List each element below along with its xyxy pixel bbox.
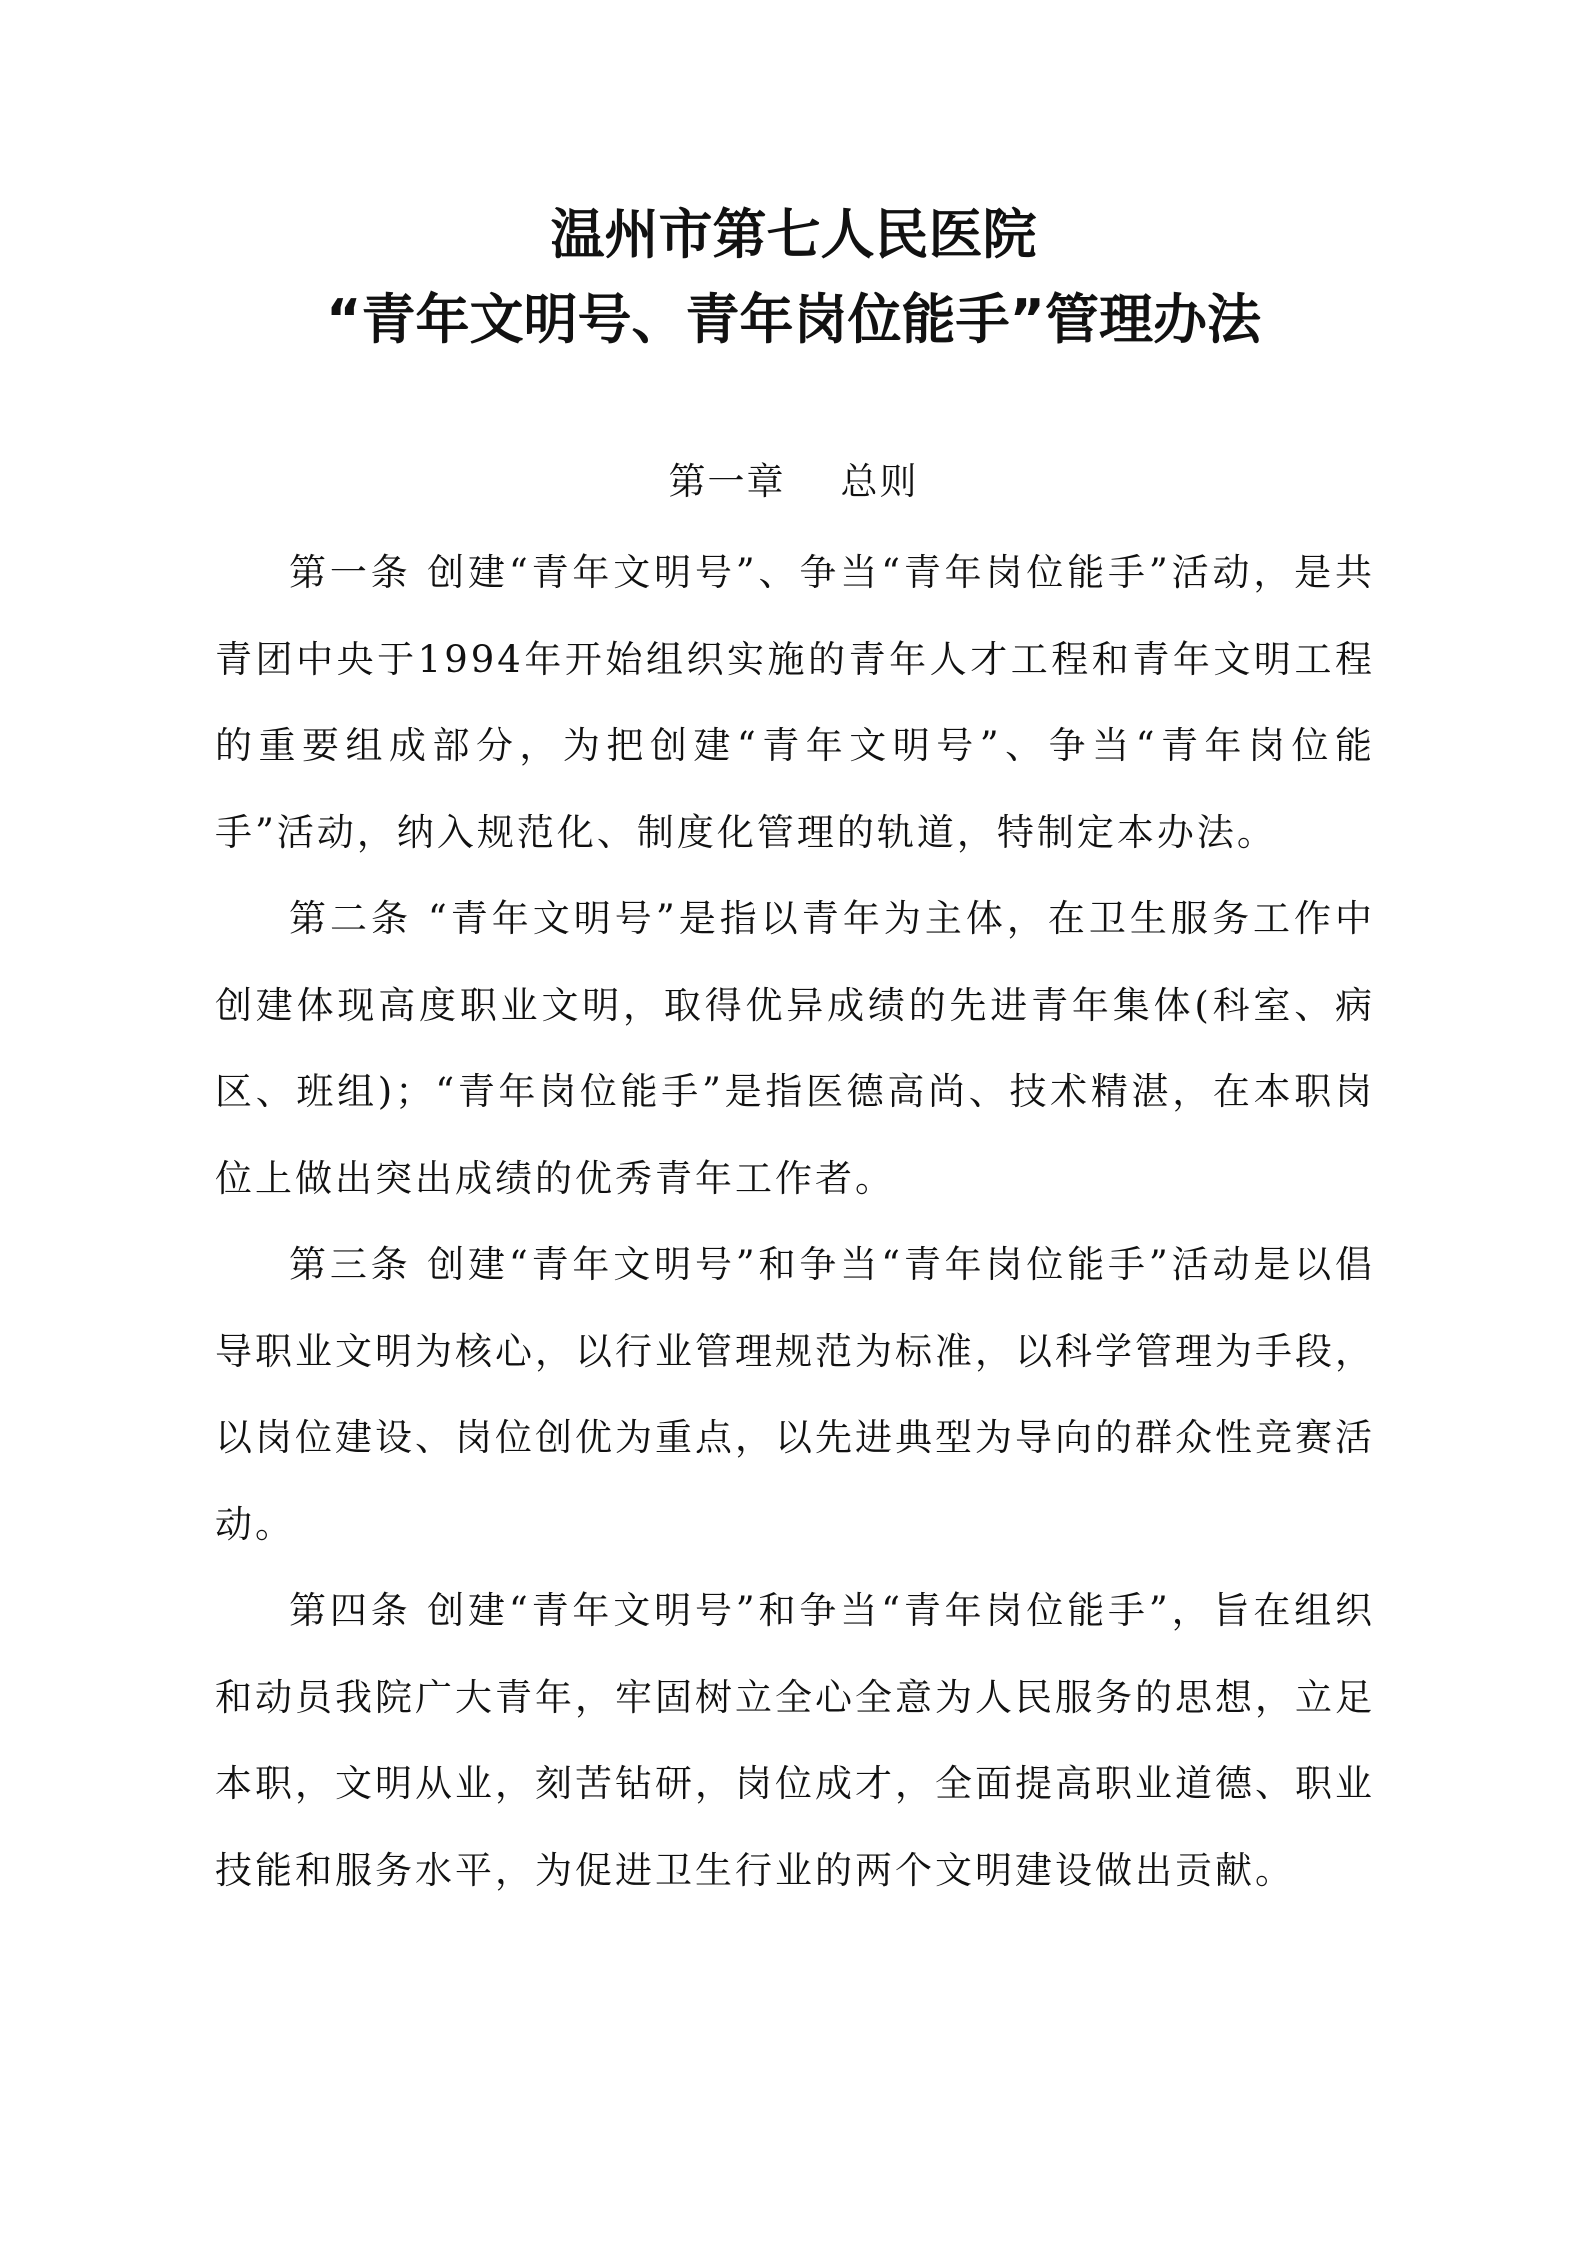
article-paragraph-3: 第三条 创建“青年文明号”和争当“青年岗位能手”活动是以倡导职业文明为核心，以行业管理规范为标准，以科学管理为手段，以岗位建设、岗位创优为重点，以先进典型为导向的群众性竞赛活动。 (215, 1243, 1375, 1546)
document-body (215, 530, 1375, 1914)
document-title-line-2: “青年文明号、青年岗位能手”管理办法 (326, 288, 1261, 351)
document-title-line-1: 温州市第七人民医院 (550, 203, 1037, 266)
article-paragraph-4: 第四条 创建“青年文明号”和争当“青年岗位能手”，旨在组织和动员我院广大青年，牢固树立全心全意为人民服务的思想，立足本职，文明从业，刻苦钻研，岗位成才，全面提高职业道德、职业技能和服务水平，为促进卫生行业的两个文明建设做出贡献。 (215, 1589, 1375, 1892)
article-paragraph-1: 第一条 创建“青年文明号”、争当“青年岗位能手”活动，是共青团中央于1994年开始组织实施的青年人才工程和青年文明工程的重要组成部分，为把创建“青年文明号”、争当“青年岗位能手”活动，纳入规范化、制度化管理的轨道，特制定本办法。 (215, 551, 1375, 854)
article-paragraph-2: 第二条 “青年文明号”是指以青年为主体，在卫生服务工作中创建体现高度职业文明，取得优异成绩的先进青年集体(科室、病区、班组)；“青年岗位能手”是指医德高尚、技术精湛，在本职岗位上做出突出成绩的优秀青年工作者。 (215, 897, 1375, 1200)
chapter-heading: 第一章 总则 (668, 460, 919, 503)
